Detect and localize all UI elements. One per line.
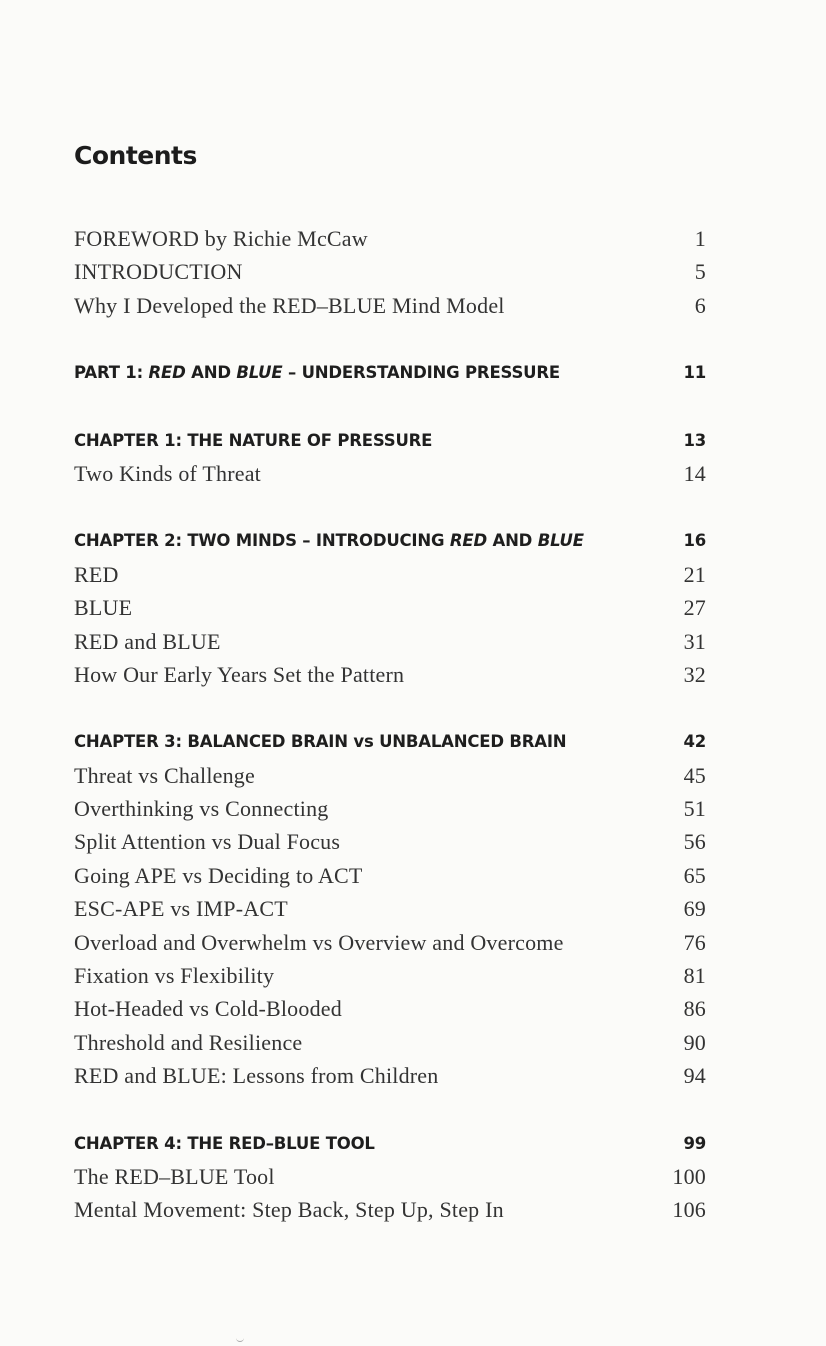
toc-entry xyxy=(74,625,706,658)
toc-entry-page: 21 xyxy=(683,561,706,587)
toc-entry xyxy=(74,1193,706,1226)
heading-text: – UNDERSTANDING PRESSURE xyxy=(282,363,560,383)
toc-heading-label: CHAPTER 1: THE NATURE OF PRESSURE xyxy=(74,430,433,450)
toc-entry-page: 86 xyxy=(683,996,706,1022)
toc-entry xyxy=(74,759,706,792)
heading-text-red: RED xyxy=(148,363,186,383)
toc-entry-page: 65 xyxy=(683,862,706,888)
toc-entry-page: 100 xyxy=(672,1163,706,1189)
toc-part-1-heading xyxy=(74,356,706,389)
toc-entry-label: Mental Movement: Step Back, Step Up, Step In xyxy=(74,1197,504,1223)
toc-entry-page: 6 xyxy=(694,292,706,318)
toc-entry xyxy=(74,457,706,490)
toc-entry-label: RED and BLUE xyxy=(74,628,221,654)
toc-entry xyxy=(74,658,706,691)
toc-entry-label: Going APE vs Deciding to ACT xyxy=(74,862,363,888)
heading-text-blue: BLUE xyxy=(537,531,584,551)
toc-entry-page: 69 xyxy=(683,896,706,922)
toc-entry-foreword xyxy=(74,222,706,255)
toc-entry-page: 56 xyxy=(683,829,706,855)
toc-entry-label: Threat vs Challenge xyxy=(74,762,255,788)
toc-heading-page: 11 xyxy=(683,363,706,383)
toc-entry xyxy=(74,792,706,825)
toc-entry-label: ESC-APE vs IMP-ACT xyxy=(74,896,288,922)
toc-chapter-3-heading xyxy=(74,725,706,758)
toc-heading-page: 16 xyxy=(683,531,706,551)
toc-entry xyxy=(74,992,706,1025)
toc-entry xyxy=(74,1026,706,1059)
toc-entry xyxy=(74,892,706,925)
toc-chapter-4-heading xyxy=(74,1127,706,1160)
toc-entry-page: 94 xyxy=(683,1063,706,1089)
toc-entry-label: Two Kinds of Threat xyxy=(74,460,261,486)
table-of-contents xyxy=(74,222,706,1227)
heading-text-red: RED xyxy=(449,531,487,551)
toc-entry-page: 5 xyxy=(694,259,706,285)
toc-entry-label: The RED–BLUE Tool xyxy=(74,1163,275,1189)
toc-heading-page: 42 xyxy=(683,732,706,752)
toc-entry-label: BLUE xyxy=(74,595,133,621)
toc-entry-label: Split Attention vs Dual Focus xyxy=(74,829,341,855)
toc-entry-page: 81 xyxy=(683,963,706,989)
toc-entry-page: 51 xyxy=(683,796,706,822)
toc-entry xyxy=(74,1059,706,1092)
toc-chapter-2-heading xyxy=(74,524,706,557)
toc-entry-page: 45 xyxy=(683,762,706,788)
toc-entry-label: RED and BLUE: Lessons from Children xyxy=(74,1063,439,1089)
toc-entry-label: Overload and Overwhelm vs Overview and Overcome xyxy=(74,929,564,955)
toc-heading-page: 13 xyxy=(683,430,706,450)
toc-entry-page: 14 xyxy=(683,460,706,486)
toc-heading-label xyxy=(74,524,584,557)
toc-chapter-1-heading xyxy=(74,424,706,457)
toc-heading-label: CHAPTER 3: BALANCED BRAIN vs UNBALANCED BRAIN xyxy=(74,732,567,752)
toc-entry-label: FOREWORD by Richie McCaw xyxy=(74,226,368,251)
toc-entry-label: RED xyxy=(74,561,119,587)
toc-entry xyxy=(74,591,706,624)
toc-heading-label: CHAPTER 4: THE RED–BLUE TOOL xyxy=(74,1133,375,1153)
toc-entry-page: 32 xyxy=(683,661,706,687)
heading-text: AND xyxy=(185,363,237,383)
print-mark xyxy=(236,1338,244,1342)
heading-text: PART 1: xyxy=(74,363,149,383)
toc-entry xyxy=(74,926,706,959)
heading-text: CHAPTER 2: TWO MINDS – INTRODUCING xyxy=(74,531,450,551)
page-title: Contents xyxy=(74,141,197,170)
toc-entry-label: Threshold and Resilience xyxy=(74,1029,303,1055)
toc-entry xyxy=(74,1160,706,1193)
toc-heading-page: 99 xyxy=(683,1133,706,1153)
toc-entry xyxy=(74,859,706,892)
toc-entry-label: Fixation vs Flexibility xyxy=(74,963,275,989)
toc-entry-page: 106 xyxy=(672,1197,706,1223)
toc-entry xyxy=(74,558,706,591)
toc-entry-page: 1 xyxy=(694,226,706,251)
toc-entry-label: Overthinking vs Connecting xyxy=(74,796,329,822)
heading-text-blue: BLUE xyxy=(236,363,283,383)
toc-entry-page: 90 xyxy=(683,1029,706,1055)
heading-text: AND xyxy=(486,531,538,551)
toc-entry-label: How Our Early Years Set the Pattern xyxy=(74,661,405,687)
toc-entry xyxy=(74,825,706,858)
toc-entry-label: Why I Developed the RED–BLUE Mind Model xyxy=(74,292,505,318)
toc-entry-page: 27 xyxy=(683,595,706,621)
toc-entry-label: Hot-Headed vs Cold-Blooded xyxy=(74,996,342,1022)
toc-entry-why-developed xyxy=(74,289,706,322)
toc-entry-label: INTRODUCTION xyxy=(74,259,243,285)
toc-entry-introduction xyxy=(74,255,706,288)
toc-heading-label xyxy=(74,356,560,389)
toc-entry xyxy=(74,959,706,992)
toc-entry-page: 76 xyxy=(683,929,706,955)
toc-entry-page: 31 xyxy=(683,628,706,654)
